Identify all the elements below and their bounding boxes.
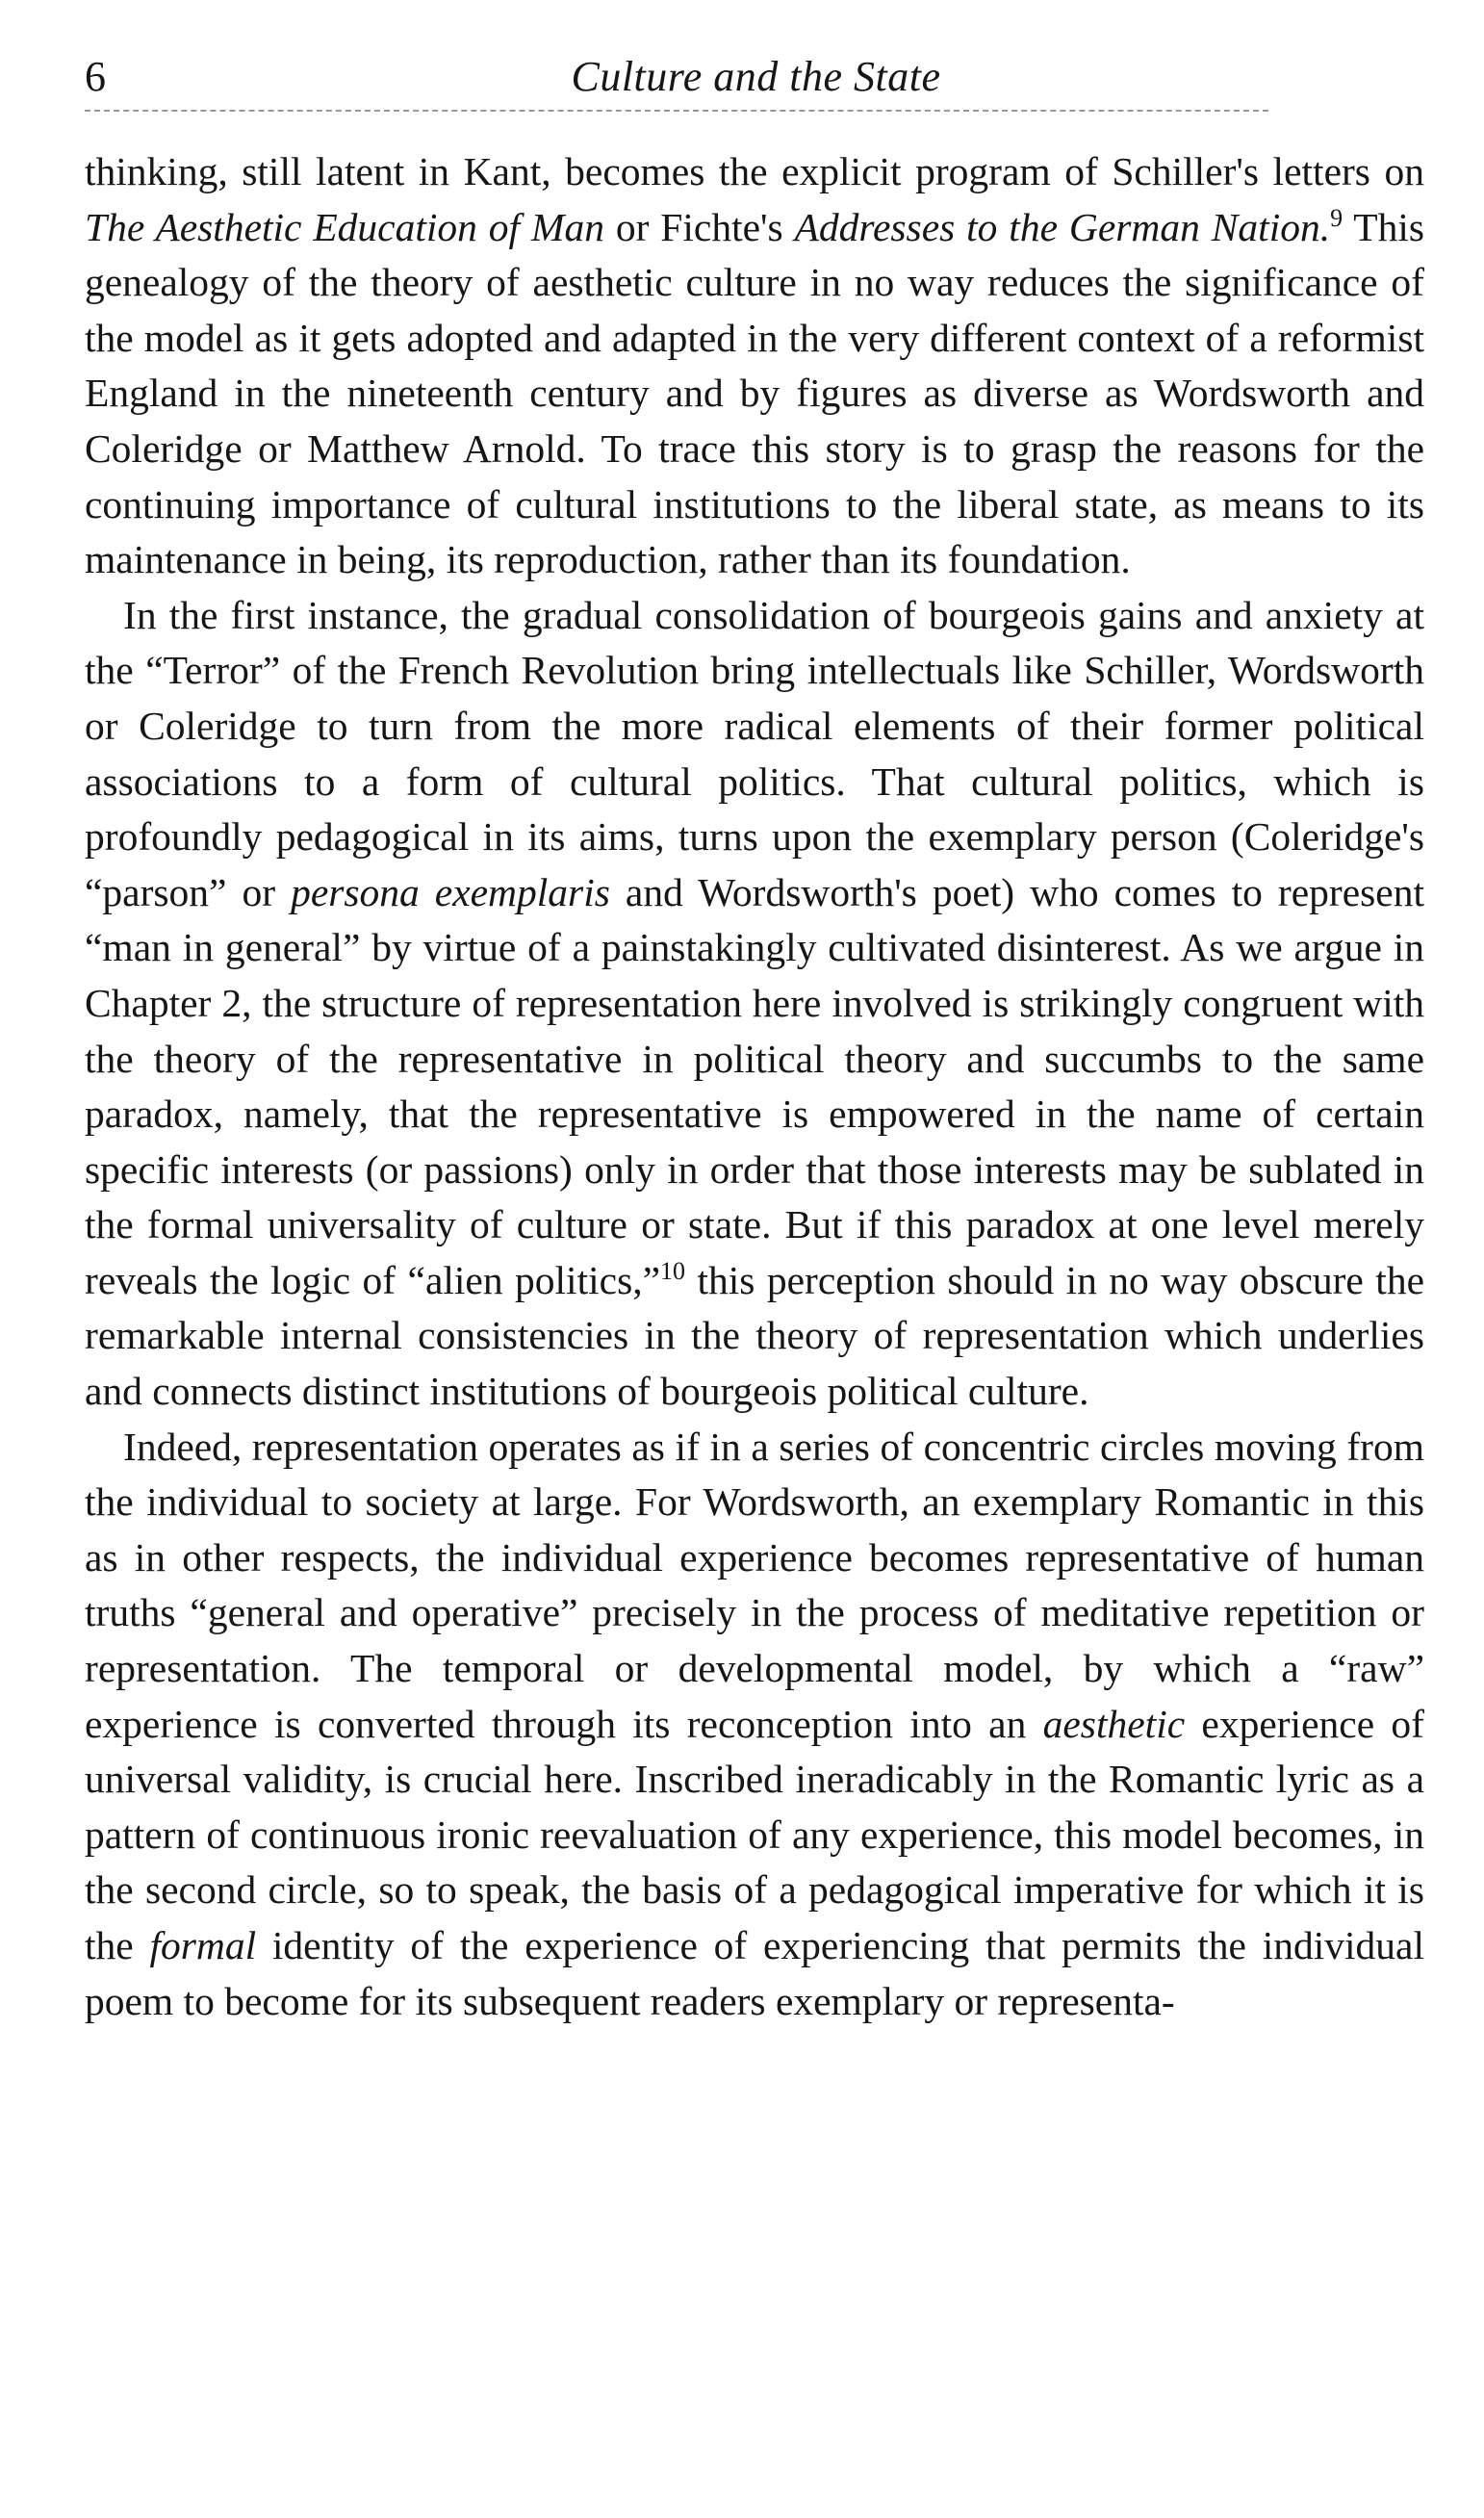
paragraph-3 (85, 1420, 1424, 2030)
footnote-marker-10: 10 (660, 1256, 686, 1285)
paragraph-2-text-c: this perception should in no way obscure the remarkable internal consistencies in the theory of representation which underlies and connects distinct institutions of bourgeois political culture. (85, 1257, 1424, 1414)
footnote-marker-9: 9 (1330, 203, 1343, 232)
paragraph-2-text-b: and Wordsworth's poet) who comes to represent “man in general” by virtue of a painstakingly cultivated disinterest. As we argue in Chapter 2, the structure of representation here involved is strikingly congruent with the theory of the representative in political theory and succumbs to the same paradox, namely, that the representative is empowered in the name of certain specific interests (or passions) only in order that those interests may be sublated in the formal universality of culture or state. But if this paradox at one level merely reveals the logic of “alien politics,” (85, 869, 1424, 1302)
running-head (85, 48, 1427, 112)
paragraph-1-italic-title-1: The Aesthetic Education of Man (85, 204, 604, 249)
paragraph-2 (85, 588, 1424, 1420)
paragraph-1 (85, 144, 1424, 588)
page-number: 6 (85, 53, 106, 100)
paragraph-3-text-a: Indeed, representation operates as if in a series of concentric circles moving from the individual to society at large. For Wordsworth, an exemplary Romantic in this as in other respects, the individual experience becomes representative of human truths “general and operative” precisely in the process of meditative repetition or representation. The temporal or developmental model, by which a “raw” experience is converted through its reconception into an (85, 1424, 1424, 1746)
running-title: Culture and the State (571, 53, 941, 100)
paragraph-3-text-c: identity of the experience of experiencing that permits the individual poem to become for its subsequent readers exemplary or representa- (85, 1923, 1424, 2023)
paragraph-1-text-c: This genealogy of the theory of aesthetic culture in no way reduces the significance of the model as it gets adopted and adapted in the very different context of a reformist England in the nineteenth century and by figures as diverse as Wordsworth and Coleridge or Matthew Arnold. To trace this story is to grasp the reasons for the continuing importance of cultural institutions to the liberal state, as means to its maintenance in being, its reproduction, rather than its foundation. (85, 204, 1425, 582)
header-rule (85, 110, 1268, 112)
paragraph-3-italic-2: formal (149, 1923, 257, 1967)
body-text (85, 144, 1424, 2029)
paragraph-3-text-b: experience of universal validity, is crucial here. Inscribed ineradicably in the Romantic lyric as a pattern of continuous ironic reevaluation of any experience, this model becomes, in the second circle, so to speak, the basis of a pedagogical imperative for which it is the (85, 1701, 1424, 1967)
paragraph-2-italic-1: persona exemplaris (291, 869, 610, 914)
paragraph-2-text-a: In the first instance, the gradual consolidation of bourgeois gains and anxiety at the “Terror” of the French Revolution bring intellectuals like Schiller, Wordsworth or Coleridge to turn from the more radical elements of their former political associations to a form of cultural politics. That cultural politics, which is profoundly pedagogical in its aims, turns upon the exemplary person (Coleridge's “parson” or (85, 592, 1424, 914)
paragraph-1-text-a: thinking, still latent in Kant, becomes the explicit program of Schiller's letters on (85, 149, 1424, 193)
paragraph-3-italic-1: aesthetic (1042, 1701, 1186, 1746)
paragraph-1-italic-title-2: Addresses to the German Nation. (794, 204, 1331, 249)
paragraph-1-text-b: or Fichte's (604, 204, 795, 249)
